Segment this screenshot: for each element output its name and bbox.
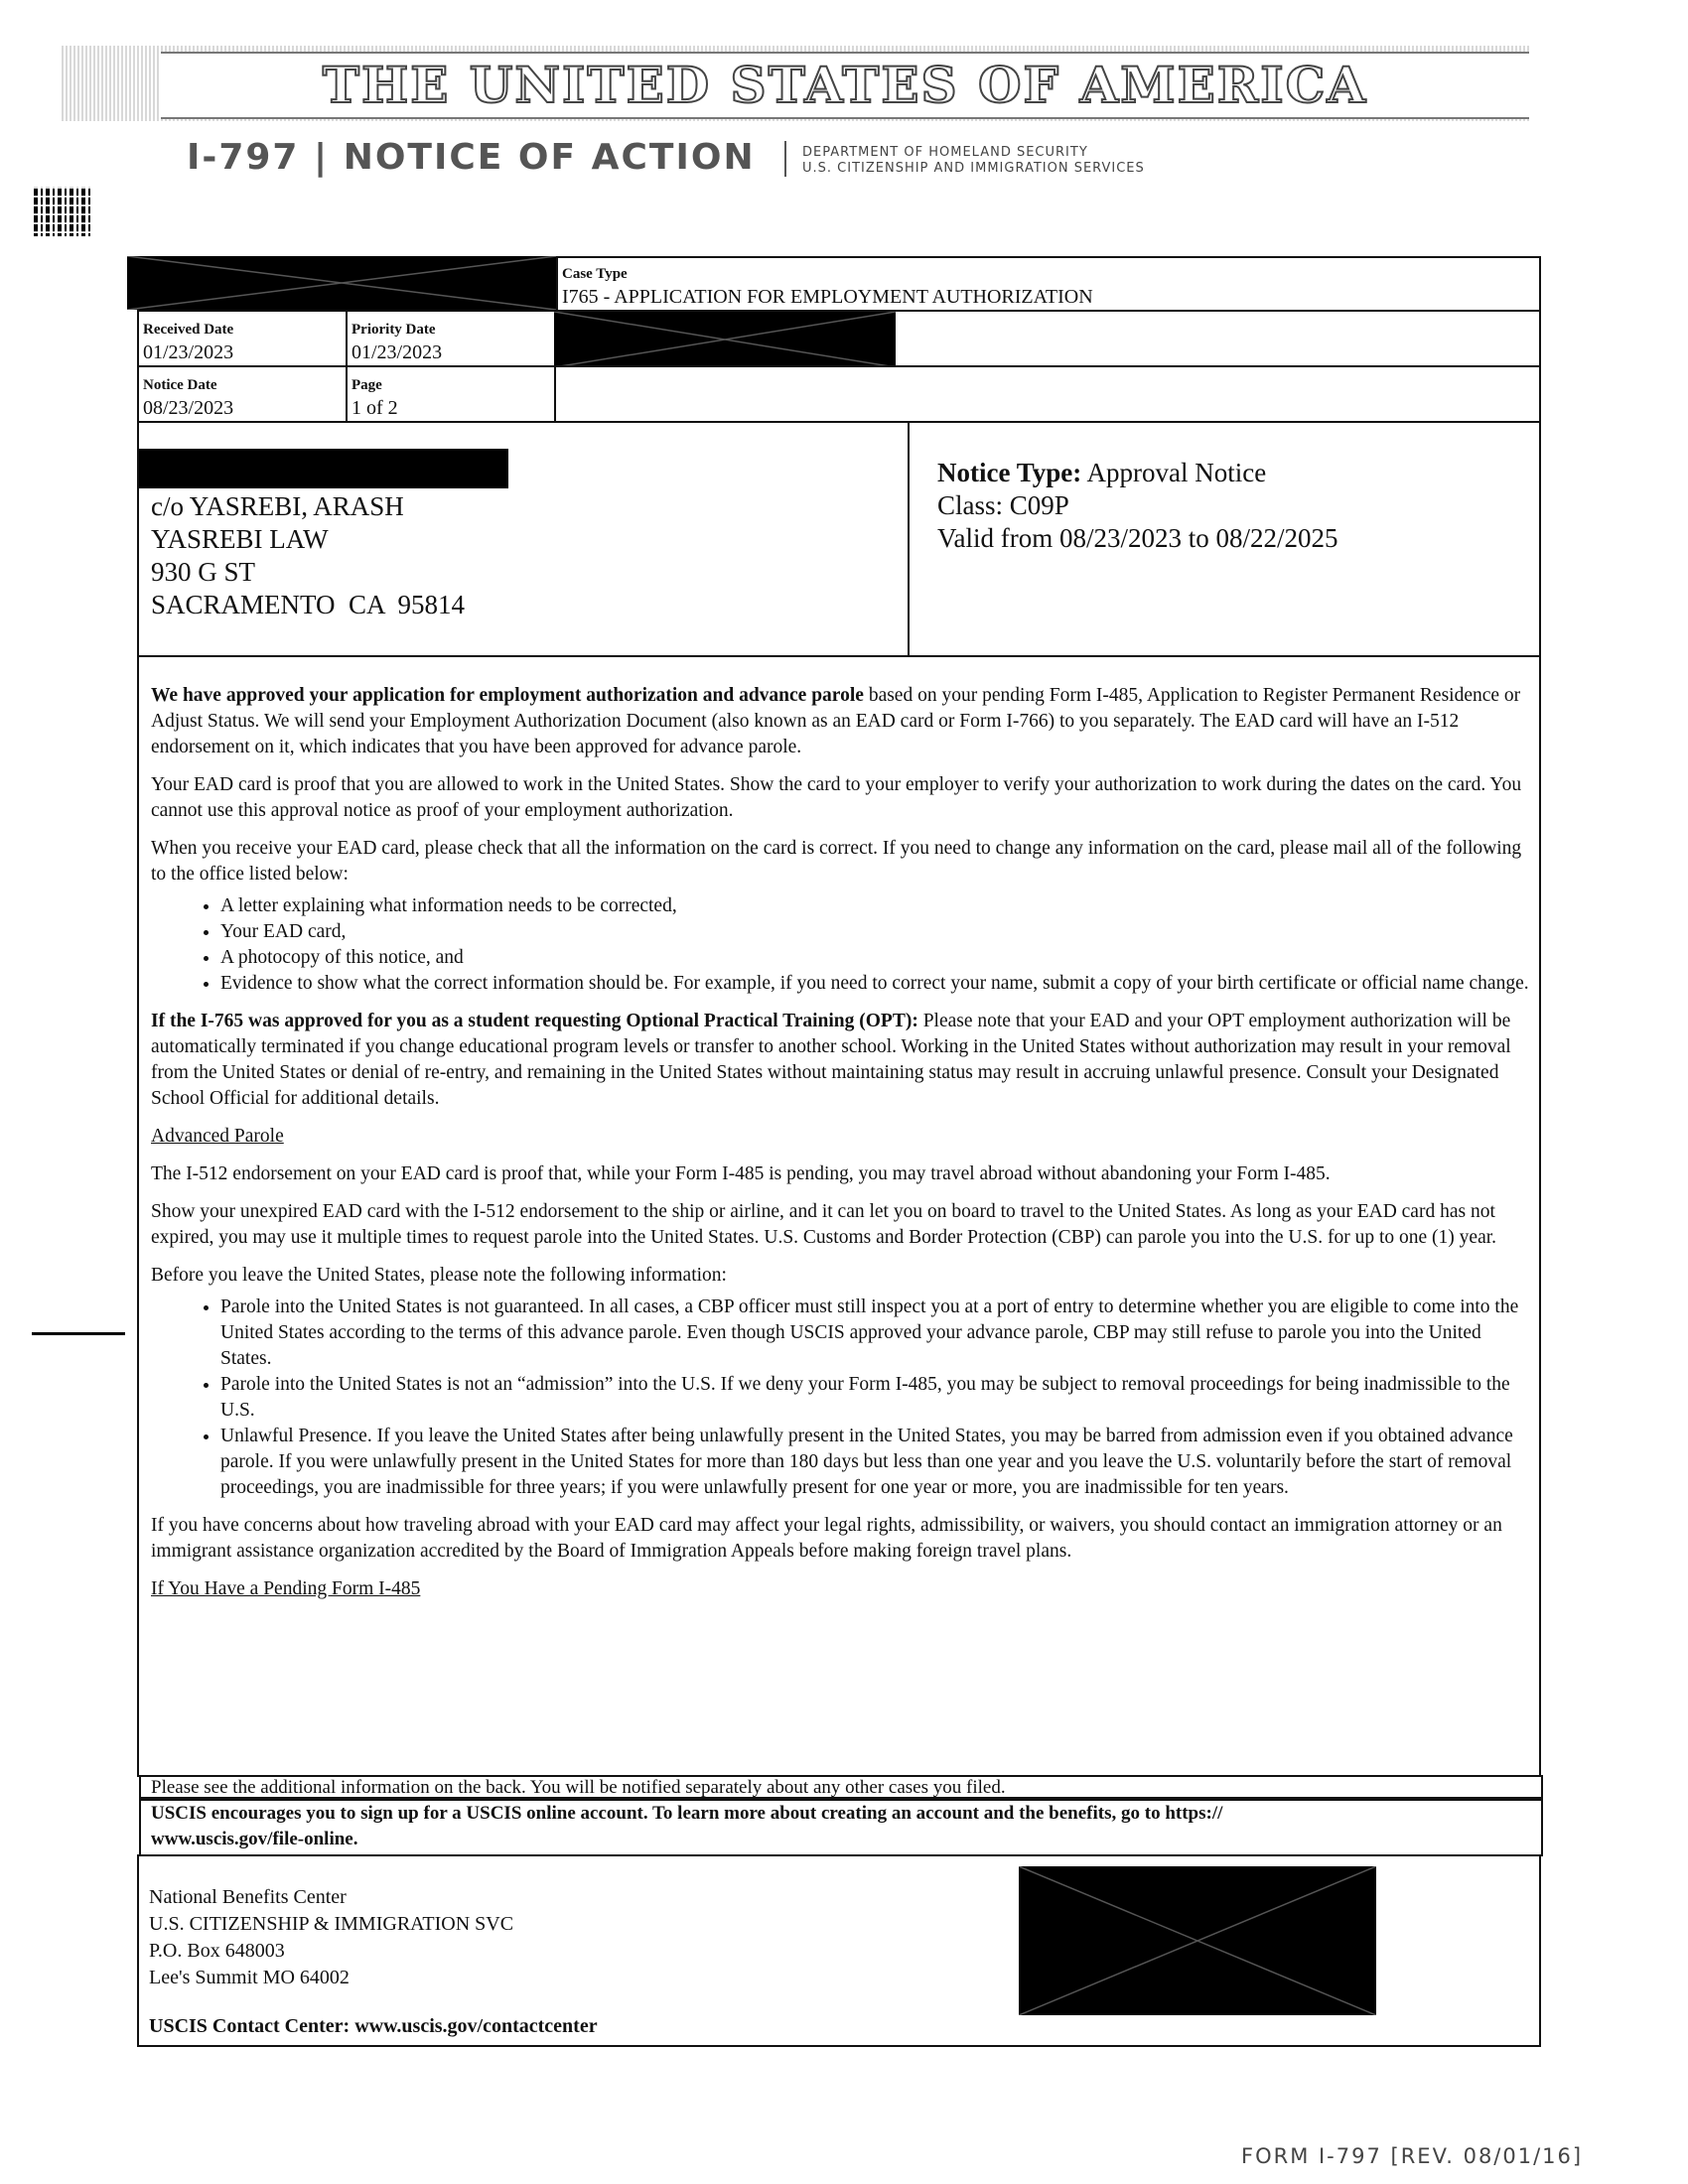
received-date-cell — [137, 310, 348, 367]
approval-text: based on your pending Form I-485, Application to Register Permanent Residence or Adjust Status. We will send your Employment Authorization Document (also known as an EAD card or Form I-766) to you separately. The EAD card will have an I-512 endorsement on it, which indicates that you have been approved for advance parole. — [151, 685, 1521, 757]
received-date-label: Received Date — [143, 322, 234, 338]
form-number: FORM I-797 [REV. 08/01/16] — [1241, 2144, 1584, 2168]
additional-info-bar: Please see the additional information on the back. You will be notified separately about any other cases you filed. — [139, 1775, 1543, 1799]
list-item: • A photocopy of this notice, and — [220, 945, 1535, 971]
list-item: • Parole into the United States is not guaranteed. In all cases, a CBP officer must still inspect you at a port of entry to determine whether you are eligible to come into the United States according to the terms of this advance parole. Even though USCIS approved your advance parole, CBP may still refuse to parole you into the United States. — [220, 1295, 1535, 1372]
address-line-1: c/o YASREBI, ARASH — [151, 491, 404, 521]
heading-advanced-parole: Advanced Parole — [151, 1126, 284, 1147]
office-line-2: U.S. CITIZENSHIP & IMMIGRATION SVC — [149, 1913, 514, 1935]
opt-lead: If the I-765 was approved for you as a student requesting Optional Practical Training (OPT): — [151, 1011, 918, 1031]
notice-summary — [937, 457, 1337, 555]
notice-date-value: 08/23/2023 — [143, 397, 234, 419]
redacted-barcode — [1019, 1866, 1376, 2015]
redacted-receipt-number — [127, 256, 556, 310]
opt-text: Please note that your EAD and your OPT employment authorization will be automatically terminated if you change educational program levels or transfer to another school. Working in the United States without authorization may result in your removal from the United States or denial of re-entry, and remaining in the United States without maintaining status may result in accruing unlawful presence. Consult your Designated School Official for additional details. — [151, 1011, 1511, 1109]
approval-lead: We have approved your application for employment authorization and advance parole — [151, 685, 864, 706]
paragraph-corrections: When you receive your EAD card, please check that all the information on the card is correct. If you need to change any information on the card, please mail all of the following to the office listed below: — [151, 838, 1522, 885]
page-label: Page — [352, 377, 382, 393]
address-bottom-rule — [139, 655, 1539, 657]
list-item: • Evidence to show what the correct information should be. For example, if you need to correct your name, submit a copy of your birth certificate or official name change. — [220, 971, 1535, 997]
online-account-line-1: USCIS encourages you to sign up for a USCIS online account. To learn more about creating an account and the benefits, go to https:// — [151, 1803, 1223, 1824]
redacted-recipient-name — [139, 449, 508, 488]
list-item: • Unlawful Presence. If you leave the United States after being unlawfully present in the United States, you may be barred from admission even if you obtained advance parole. If you were unlawfully present in the United States for more than 180 days but less than one year and you leave the U.S. voluntarily before the start of removal proceedings, you are inadmissible for three years; if you were unlawfully present for one year or more, you are inadmissible for ten years. — [220, 1424, 1535, 1501]
barcode-icon — [34, 187, 91, 236]
header-banner — [62, 46, 1529, 121]
notice-date-label: Notice Date — [143, 377, 217, 393]
address-divider — [908, 423, 910, 657]
priority-date-value: 01/23/2023 — [352, 341, 443, 363]
office-address — [149, 1884, 513, 1991]
case-type-cell — [556, 256, 1541, 312]
contact-center: USCIS Contact Center: www.uscis.gov/contactcenter — [149, 2015, 598, 2037]
paragraph-i512: The I-512 endorsement on your EAD card is proof that, while your Form I-485 is pending, you may travel abroad without abandoning your Form I-485. — [151, 1163, 1331, 1184]
office-line-3: P.O. Box 648003 — [149, 1940, 285, 1962]
notice-type — [937, 457, 1337, 489]
corrections-list — [151, 893, 1535, 997]
header-divider — [784, 141, 786, 177]
form-title: I-797 | NOTICE OF ACTION — [187, 137, 756, 178]
case-type-value: I765 - APPLICATION FOR EMPLOYMENT AUTHORIZATION — [562, 286, 1093, 308]
department-line-2: U.S. CITIZENSHIP AND IMMIGRATION SERVICES — [802, 161, 1145, 176]
mailing-address — [151, 490, 465, 621]
notice-type-label: Notice Type: — [937, 458, 1082, 487]
list-item: • A letter explaining what information needs to be corrected, — [220, 893, 1535, 919]
address-line-2: YASREBI LAW — [151, 524, 329, 554]
online-account-bar — [139, 1799, 1543, 1856]
department-name — [802, 145, 1145, 177]
online-account-line-2: www.uscis.gov/file-online. — [151, 1829, 358, 1849]
list-item: • Your EAD card, — [220, 919, 1535, 945]
page-cell — [346, 365, 556, 423]
notice-type-value: Approval Notice — [1081, 458, 1267, 487]
banner-frame — [161, 52, 1529, 119]
office-line-4: Lee's Summit MO 64002 — [149, 1967, 350, 1988]
case-type-label: Case Type — [562, 266, 628, 282]
priority-date-label: Priority Date — [352, 322, 436, 338]
heading-pending-i485: If You Have a Pending Form I-485 — [151, 1578, 421, 1599]
banner-title: THE UNITED STATES OF AMERICA — [322, 56, 1368, 114]
paragraph-opt — [151, 1009, 1535, 1112]
paragraph-approval — [151, 683, 1535, 760]
margin-mark — [32, 1332, 125, 1335]
paragraph-before-leaving: Before you leave the United States, please note the following information: — [151, 1265, 727, 1286]
notice-body — [151, 683, 1535, 1614]
address-line-3: 930 G ST — [151, 557, 256, 587]
redacted-beneficiary — [554, 312, 896, 367]
paragraph-legal-advice: If you have concerns about how traveling abroad with your EAD card may affect your legal rights, admissibility, or waivers, you should contact an immigration attorney or an immigrant assistance organization accredited by the Board of Immigration Appeals before making foreign travel plans. — [151, 1515, 1502, 1562]
received-date-value: 01/23/2023 — [143, 341, 234, 363]
department-line-1: DEPARTMENT OF HOMELAND SECURITY — [802, 145, 1088, 160]
notice-class: Class: C09P — [937, 490, 1069, 520]
office-line-1: National Benefits Center — [149, 1886, 347, 1908]
notice-date-cell — [137, 365, 348, 423]
paragraph-ead-proof: Your EAD card is proof that you are allowed to work in the United States. Show the card to your employer to verify your authorization to work during the dates on the card. You cannot use this approval notice as proof of your employment authorization. — [151, 774, 1522, 821]
notice-validity: Valid from 08/23/2023 to 08/22/2025 — [937, 523, 1338, 553]
priority-date-cell — [346, 310, 556, 367]
travel-notes-list — [151, 1295, 1535, 1501]
paragraph-travel: Show your unexpired EAD card with the I-512 endorsement to the ship or airline, and it can let you on board to travel to the United States. As long as your EAD card has not expired, you may use it multiple times to request parole into the United States. U.S. Customs and Border Protection (CBP) can parole you into the U.S. for up to one (1) year. — [151, 1201, 1497, 1248]
list-item: • Parole into the United States is not an “admission” into the U.S. If we deny your Form I-485, you may be subject to removal proceedings for being inadmissible to the U.S. — [220, 1372, 1535, 1424]
address-line-4: SACRAMENTO CA 95814 — [151, 590, 466, 619]
empty-notice-cell — [554, 365, 1541, 423]
page-value: 1 of 2 — [352, 397, 398, 419]
